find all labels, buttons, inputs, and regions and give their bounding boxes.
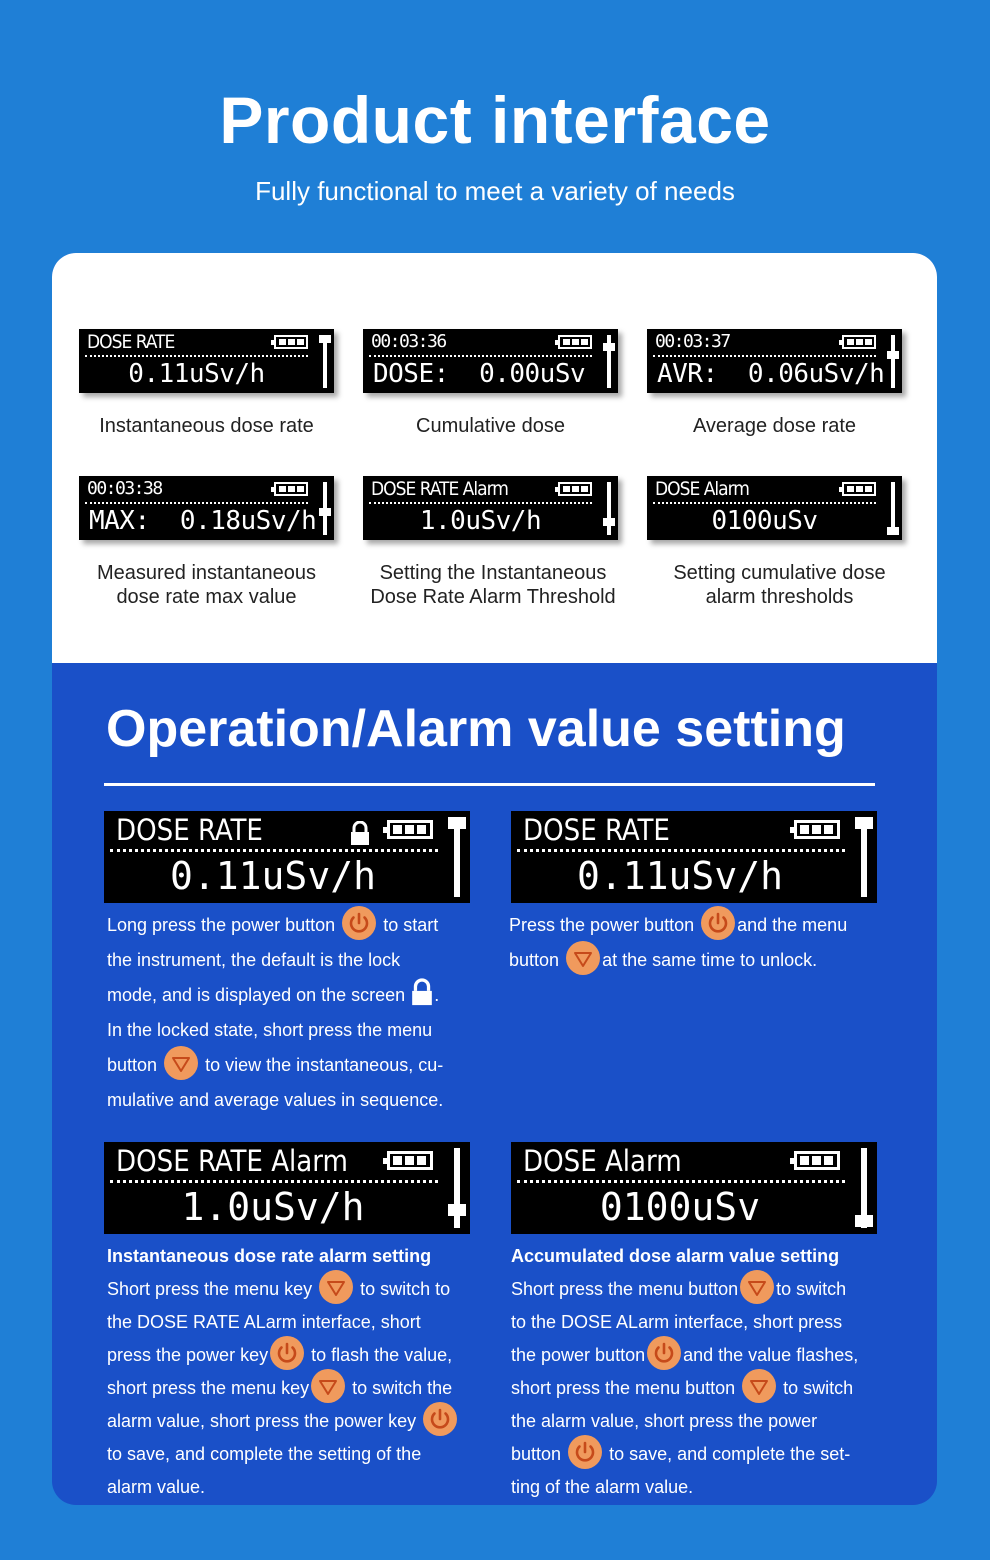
lock-instructions: Long press the power button to start the instrument, the default is the lock mode, and is displayed on the screen . In the locked state, short press the menu button to view the instantaneous, cu- mulative and average values in sequence. [107,908,487,1118]
screen-top-label: DOSE RATE [523,813,670,847]
hero-title: Product interface [219,83,771,157]
menu-button-icon [311,1369,345,1403]
caption: Setting the Instantaneous Dose Rate Alarm Threshold [370,562,616,608]
caption: Measured instantaneous dose rate max value [96,562,317,608]
menu-button-icon [740,1270,774,1304]
screen-value: 0100uSv [599,1185,761,1229]
screen-average-dose [647,329,902,393]
caption: Cumulative dose [416,415,565,437]
screen-top-label: DOSE Alarm [523,1144,682,1178]
battery-icon [842,335,876,349]
screen-top-label: DOSE RATE Alarm [116,1144,348,1178]
divider [104,783,875,786]
battery-icon [387,1151,433,1170]
screen-cumulative-dose [363,329,618,393]
screen-value: 1.0uSv/h [419,506,542,536]
caption: Average dose rate [692,415,857,437]
menu-button-icon [742,1369,776,1403]
screen-max-dose [79,476,334,540]
battery-icon [558,482,592,496]
unlock-instructions: Press the power button and the menu button at the same time to unlock. [509,908,909,978]
screen-dose-alarm [647,476,902,540]
screen-top-label: DOSE RATE Alarm [371,478,508,500]
menu-button-icon [566,941,600,975]
screen-dose-rate [79,329,334,393]
menu-button-icon [319,1270,353,1304]
screen-unlock [511,811,877,903]
screen-value: 0.11uSv/h [170,854,376,898]
battery-icon [558,335,592,349]
battery-icon [387,820,433,839]
content-card [52,253,937,1505]
caption: Setting cumulative dose alarm thresholds [673,562,886,608]
lock-icon [410,976,434,1008]
power-button-icon [701,906,735,940]
screen-lock-mode [104,811,470,903]
screen-value: 1.0uSv/h [181,1185,365,1229]
level-bar-icon [861,817,867,897]
screen-rate-alarm-setting [104,1142,470,1234]
screen-value: AVR: 0.06uSv/h [657,359,885,389]
operation-title: Operation/Alarm value setting [106,700,846,758]
screen-top-label: DOSE RATE [116,813,263,847]
battery-icon [794,820,840,839]
hero-subtitle: Fully functional to meet a variety of needs [255,176,735,206]
rate-alarm-instructions: Instantaneous dose rate alarm setting Short press the menu key to switch to the DOSE RATE ALarm interface, short press the power key to flash the value, short press the menu key to switch the alarm value, short press the power key to save, and complete the setting of the alarm value. [107,1240,487,1504]
caption: Instantaneous dose rate [99,415,314,437]
screen-rate-alarm [363,476,618,540]
dose-alarm-instructions: Accumulated dose alarm value setting Short press the menu button to switch to the DOSE ALarm interface, short press the power button and the value flashes, short press the menu button to switch the alarm value, short press the power button to save, and complete the set- ting of the alarm value. [511,1246,859,1497]
power-button-icon [647,1336,681,1370]
level-bar-icon [454,817,460,897]
battery-icon [794,1151,840,1170]
screen-top-label: DOSE Alarm [655,478,749,500]
interface-section [52,253,937,663]
battery-icon [274,335,308,349]
screen-timer: 00:03:36 [371,331,446,352]
screen-value: 0.11uSv/h [128,359,265,389]
screen-timer: 00:03:37 [655,331,730,352]
screen-dose-alarm-setting [511,1142,877,1234]
screen-value: 0.11uSv/h [577,854,783,898]
screen-value: MAX: 0.18uSv/h [89,506,317,536]
menu-button-icon [164,1046,198,1080]
power-button-icon [270,1336,304,1370]
screen-top-label: DOSE RATE [87,331,175,353]
battery-icon [842,482,876,496]
battery-icon [274,482,308,496]
power-button-icon [568,1435,602,1469]
power-button-icon [423,1402,457,1436]
lock-icon [349,821,371,845]
screen-value: DOSE: 0.00uSv [373,359,586,389]
power-button-icon [342,906,376,940]
level-bar-icon [891,335,895,388]
level-bar-icon [607,482,611,535]
screen-timer: 00:03:38 [87,478,162,499]
screen-value: 0100uSv [711,506,818,536]
level-bar-icon [454,1148,460,1228]
